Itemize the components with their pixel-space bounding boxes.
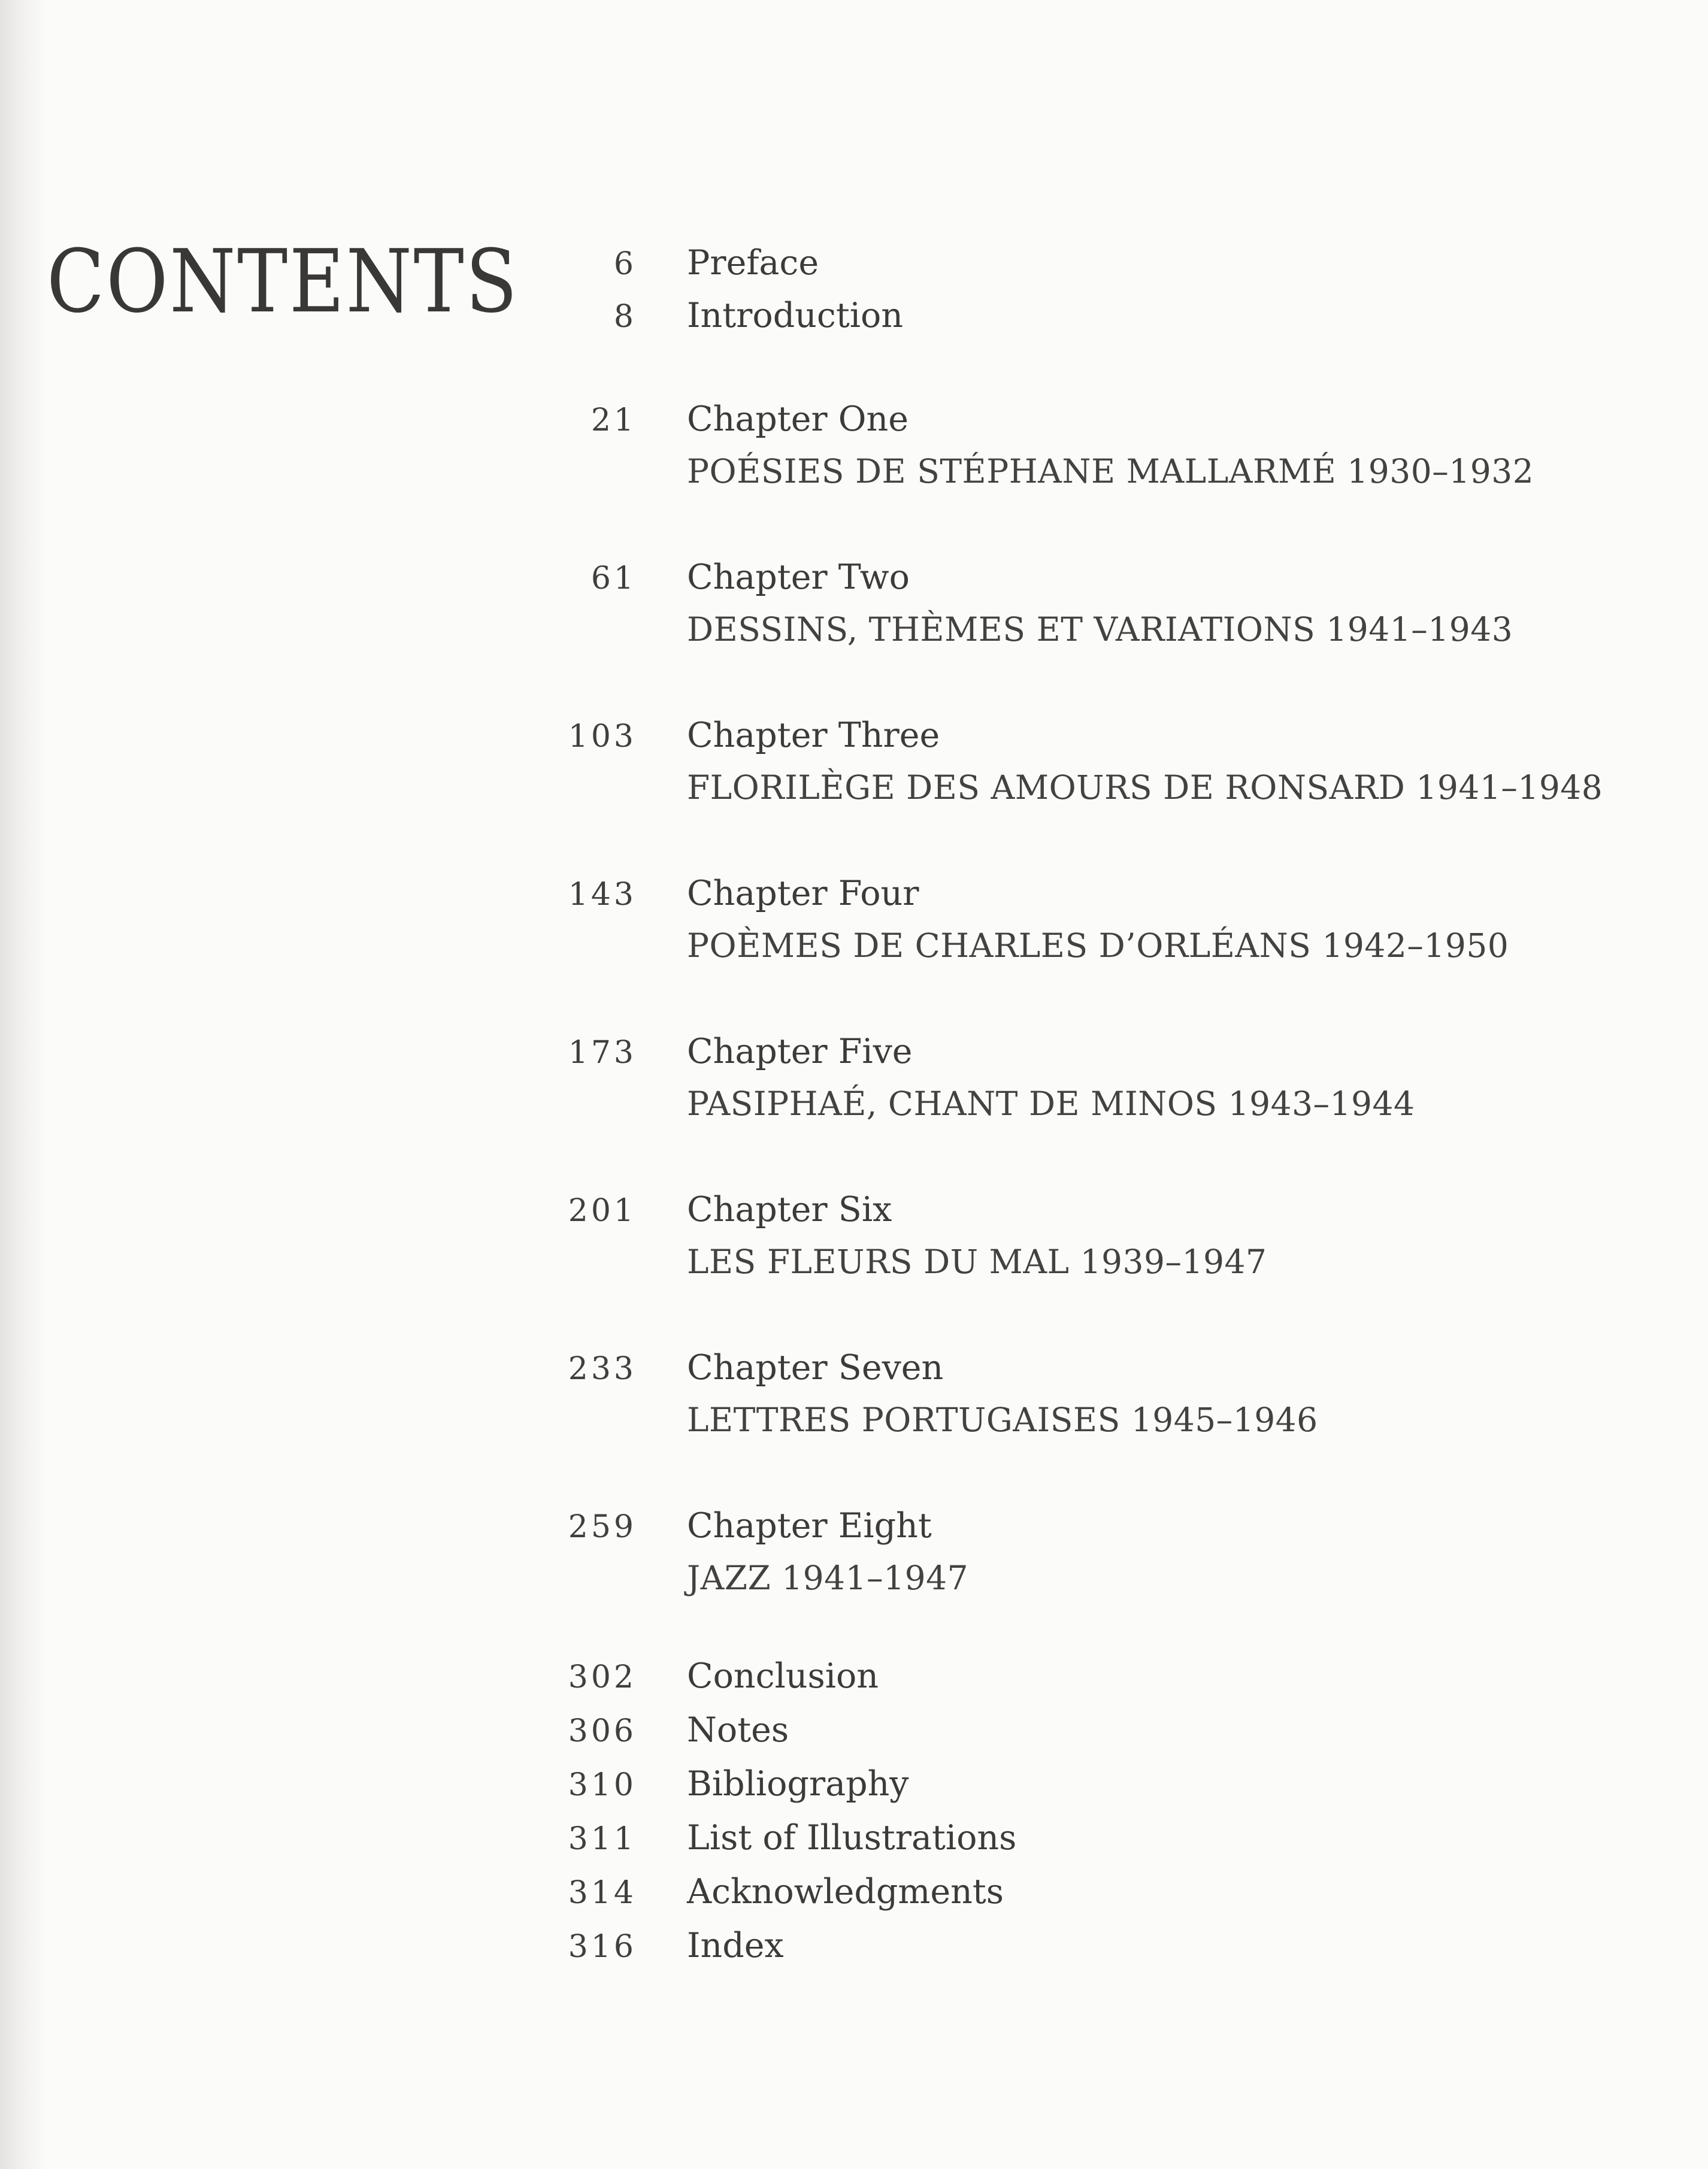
page-number: 8 bbox=[613, 299, 637, 335]
entry-label: Conclusion bbox=[687, 1656, 879, 1696]
page-number: 259 bbox=[568, 1509, 637, 1545]
toc-entry-notes bbox=[563, 1704, 1653, 1758]
toc-chapter-eight bbox=[563, 1501, 1653, 1604]
chapters-section bbox=[563, 394, 1653, 1659]
entry-label: List of Illustrations bbox=[687, 1818, 1017, 1858]
page-number: 306 bbox=[568, 1713, 637, 1749]
chapter-title-row bbox=[563, 762, 1653, 813]
page-number: 302 bbox=[568, 1659, 637, 1695]
chapter-title-row bbox=[563, 920, 1653, 971]
chapter-label: Chapter Two bbox=[687, 558, 910, 597]
chapter-label: Chapter Six bbox=[687, 1190, 892, 1229]
chapter-title: FLORILÈGE DES AMOURS DE RONSARD 1941–1948 bbox=[687, 768, 1603, 807]
chapter-number-row bbox=[563, 394, 1653, 446]
chapter-label: Chapter Four bbox=[687, 874, 919, 913]
page-number: 21 bbox=[590, 402, 637, 438]
chapter-title-row bbox=[563, 604, 1653, 655]
chapter-title-row bbox=[563, 1553, 1653, 1604]
chapter-title: LETTRES PORTUGAISES 1945–1946 bbox=[687, 1401, 1318, 1439]
chapter-number-row bbox=[563, 552, 1653, 604]
chapter-label: Chapter Five bbox=[687, 1032, 913, 1071]
chapter-title: POÈMES DE CHARLES D’ORLÉANS 1942–1950 bbox=[687, 926, 1509, 965]
toc-entry-index bbox=[563, 1919, 1653, 1973]
page-number: 173 bbox=[568, 1035, 637, 1071]
chapter-title-row bbox=[563, 1237, 1653, 1288]
page-number: 143 bbox=[568, 877, 637, 913]
chapter-number-row bbox=[563, 1185, 1653, 1237]
page-number: 310 bbox=[568, 1767, 637, 1803]
chapter-number-row bbox=[563, 1501, 1653, 1553]
entry-label: Preface bbox=[687, 243, 819, 283]
toc-chapter-five bbox=[563, 1026, 1653, 1129]
toc-chapter-six bbox=[563, 1185, 1653, 1288]
page-number: 61 bbox=[590, 561, 637, 596]
page-number: 316 bbox=[568, 1929, 637, 1965]
chapter-label: Chapter Three bbox=[687, 716, 940, 755]
page-title: CONTENTS bbox=[47, 231, 519, 332]
entry-label: Introduction bbox=[687, 296, 903, 335]
chapter-title-row bbox=[563, 1079, 1653, 1129]
chapter-label: Chapter Seven bbox=[687, 1348, 944, 1388]
page-number: 314 bbox=[568, 1875, 637, 1911]
toc-entry-preface bbox=[563, 237, 1653, 290]
entry-label: Acknowledgments bbox=[687, 1872, 1004, 1911]
chapter-title: DESSINS, THÈMES ET VARIATIONS 1941–1943 bbox=[687, 610, 1513, 649]
chapter-title: LES FLEURS DU MAL 1939–1947 bbox=[687, 1243, 1267, 1281]
toc-chapter-three bbox=[563, 710, 1653, 813]
chapter-title-row bbox=[563, 446, 1653, 497]
front-matter-section bbox=[563, 237, 1653, 343]
toc-chapter-four bbox=[563, 868, 1653, 971]
back-matter-section bbox=[563, 1650, 1653, 1973]
chapter-number-row bbox=[563, 868, 1653, 920]
toc-chapter-seven bbox=[563, 1343, 1653, 1446]
toc-entry-bibliography bbox=[563, 1758, 1653, 1811]
scan-edge-shadow bbox=[0, 0, 47, 2169]
entry-label: Bibliography bbox=[687, 1764, 909, 1804]
entry-label: Index bbox=[687, 1926, 784, 1965]
toc-chapter-one bbox=[563, 394, 1653, 497]
chapter-number-row bbox=[563, 710, 1653, 762]
toc-entry-introduction bbox=[563, 290, 1653, 343]
chapter-title: JAZZ 1941–1947 bbox=[687, 1559, 969, 1597]
chapter-number-row bbox=[563, 1343, 1653, 1395]
toc-entry-conclusion bbox=[563, 1650, 1653, 1704]
entry-label: Notes bbox=[687, 1710, 789, 1750]
chapter-title-row bbox=[563, 1395, 1653, 1446]
toc-entry-acknowledgments bbox=[563, 1865, 1653, 1919]
page-number: 6 bbox=[613, 246, 637, 282]
chapter-label: Chapter Eight bbox=[687, 1506, 932, 1546]
page-number: 311 bbox=[568, 1821, 637, 1857]
chapter-number-row bbox=[563, 1026, 1653, 1079]
page-number: 201 bbox=[568, 1193, 637, 1229]
toc-entry-list-of-illustrations bbox=[563, 1811, 1653, 1865]
chapter-title: POÉSIES DE STÉPHANE MALLARMÉ 1930–1932 bbox=[687, 452, 1534, 490]
page-number: 103 bbox=[568, 719, 637, 755]
chapter-title: PASIPHAÉ, CHANT DE MINOS 1943–1944 bbox=[687, 1084, 1415, 1123]
toc-chapter-two bbox=[563, 552, 1653, 655]
chapter-label: Chapter One bbox=[687, 399, 908, 439]
page-number: 233 bbox=[568, 1351, 637, 1387]
